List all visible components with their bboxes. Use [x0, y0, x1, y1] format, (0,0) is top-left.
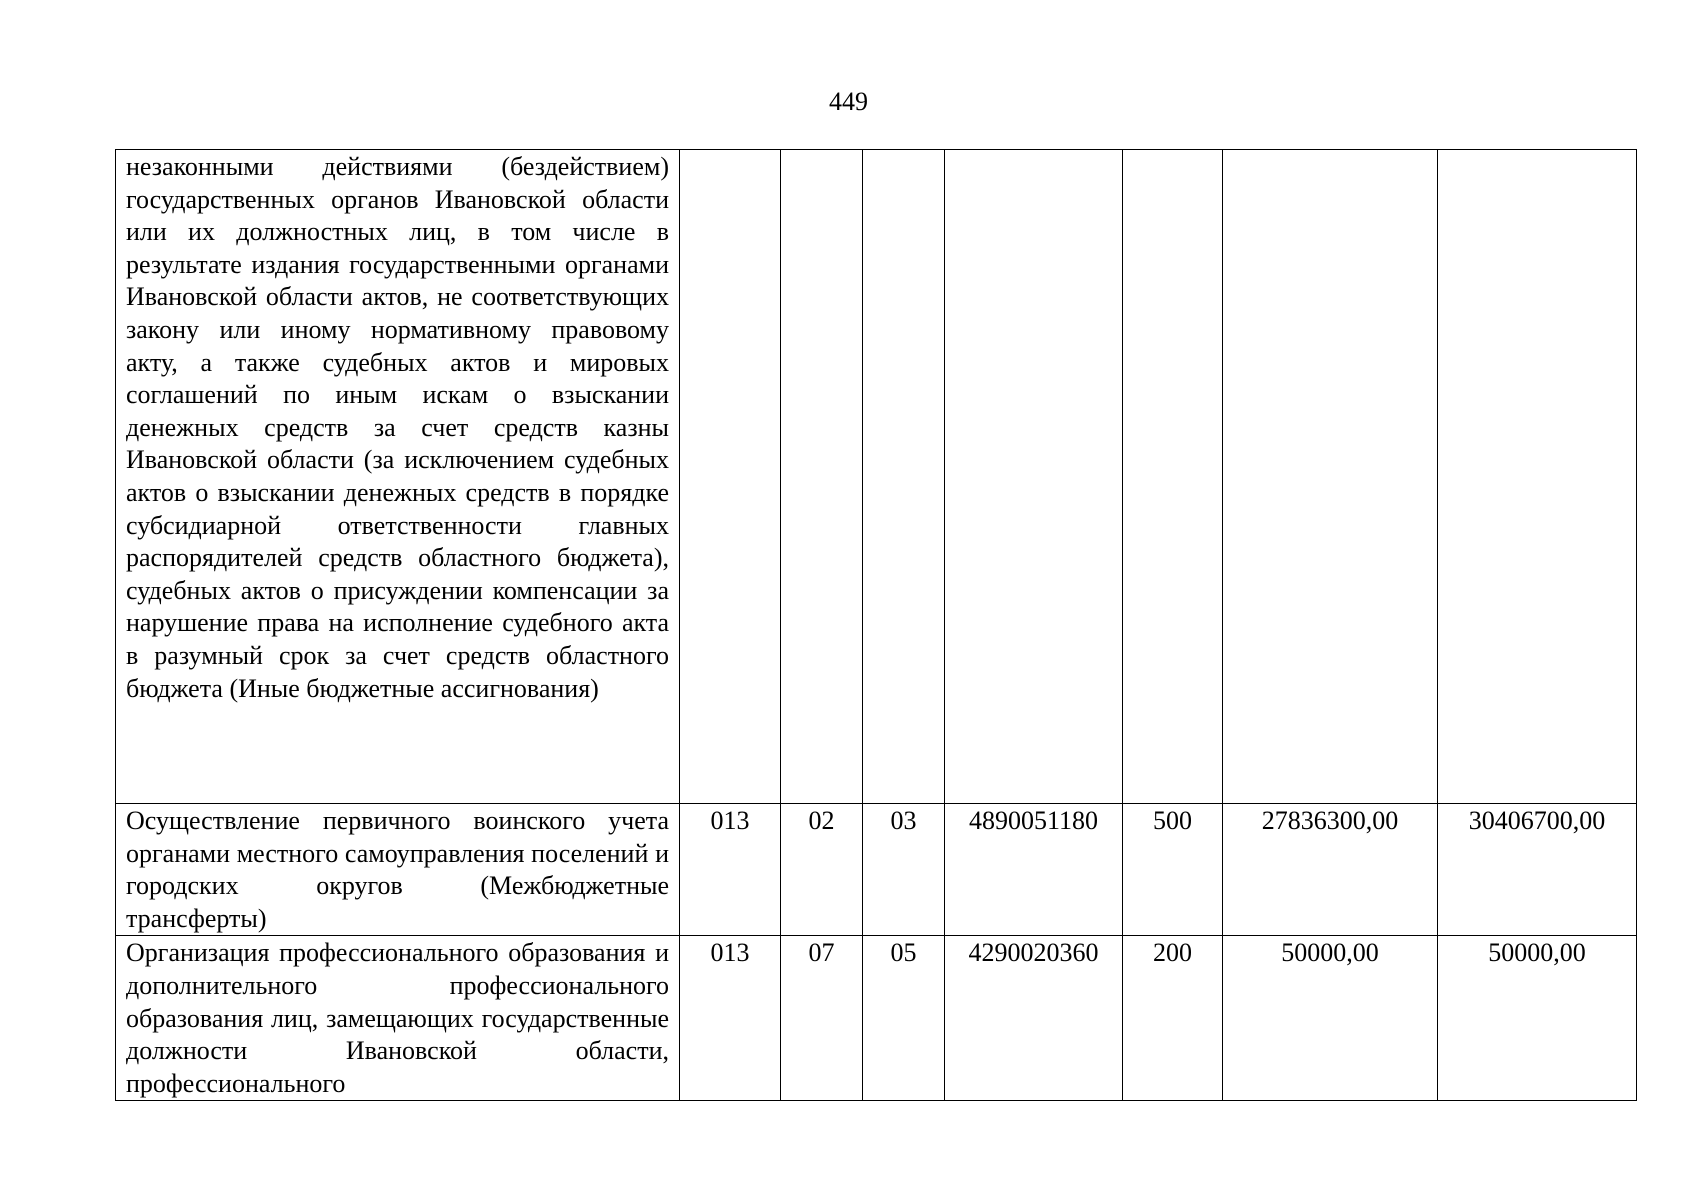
- table-row: [116, 936, 1637, 1101]
- target-article-code: [945, 150, 1123, 804]
- row-description: Осуществление первичного воинского учета органами местного самоуправления поселений и городских округов (Межбюджетные трансферты): [116, 804, 680, 936]
- subsection-code: 03: [863, 804, 945, 936]
- amount-year-1: [1223, 150, 1438, 804]
- row-description: Организация профессионального образования и дополнительного профессионального образования лиц, замещающих государственные должности Ивановской области, профессионального: [116, 936, 680, 1101]
- amount-year-1: 27836300,00: [1223, 804, 1438, 936]
- amount-year-2: 30406700,00: [1438, 804, 1637, 936]
- amount-year-1: 50000,00: [1223, 936, 1438, 1101]
- target-article-code: 4290020360: [945, 936, 1123, 1101]
- ministry-code: [680, 150, 781, 804]
- expense-type-code: [1123, 150, 1223, 804]
- page-number: 449: [829, 87, 868, 116]
- amount-year-2: [1438, 150, 1637, 804]
- subsection-code: [863, 150, 945, 804]
- expense-type-code: 500: [1123, 804, 1223, 936]
- budget-table: [115, 149, 1637, 1101]
- row-description: незаконными действиями (бездействием) государственных органов Ивановской области или их должностных лиц, в том числе в результате издания государственными органами Ивановской области актов, не соответствующих закону или иному нормативному правовому акту, а также судебных актов и мировых соглашений по иным искам о взыскании денежных средств за счет средств казны Ивановской области (за исключением судебных актов о взыскании денежных средств в порядке субсидиарной ответственности главных распорядителей средств областного бюджета), судебных актов о присуждении компенсации за нарушение права на исполнение судебного акта в разумный срок за счет средств областного бюджета (Иные бюджетные ассигнования): [116, 150, 680, 804]
- table-row: [116, 150, 1637, 804]
- section-code: 07: [781, 936, 863, 1101]
- subsection-code: 05: [863, 936, 945, 1101]
- table-row: [116, 804, 1637, 936]
- ministry-code: 013: [680, 936, 781, 1101]
- expense-type-code: 200: [1123, 936, 1223, 1101]
- amount-year-2: 50000,00: [1438, 936, 1637, 1101]
- section-code: 02: [781, 804, 863, 936]
- ministry-code: 013: [680, 804, 781, 936]
- section-code: [781, 150, 863, 804]
- target-article-code: 4890051180: [945, 804, 1123, 936]
